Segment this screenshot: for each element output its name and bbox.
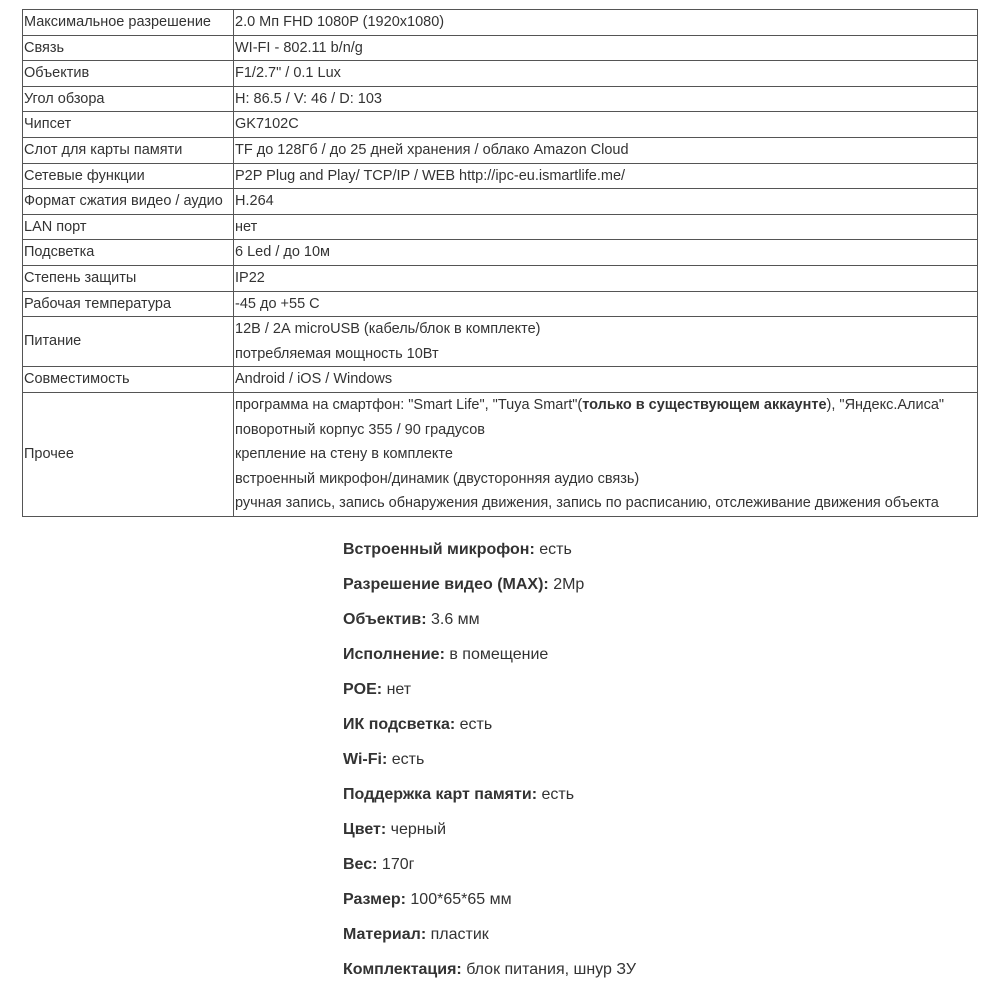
table-row [23,317,978,367]
feature-value: есть [537,786,575,803]
feature-value: 170г [377,856,415,873]
spec-label: LAN порт [23,214,234,240]
spec-value-line: P2P Plug and Play/ TCP/IP / WEB http://ipc-eu.ismartlife.me/ [235,167,626,184]
feature-item [343,677,983,712]
feature-key: Wi-Fi: [343,751,388,768]
table-row [23,163,978,189]
misc-app-text: программа на смартфон: "Smart Life", "Tuya Smart"( [235,396,583,413]
feature-item [343,852,983,887]
feature-item [343,712,983,747]
feature-item [343,537,983,572]
feature-key: Цвет: [343,821,387,838]
spec-label: Слот для карты памяти [23,137,234,163]
table-row [23,367,978,393]
spec-label: Сетевые функции [23,163,234,189]
spec-value-line: WI-FI - 802.11 b/n/g [235,39,363,56]
spec-value [234,86,978,112]
spec-value [234,367,978,393]
spec-value-line: встроенный микрофон/динамик (двусторонняя аудио связь) [235,470,640,487]
feature-value: нет [382,681,412,698]
table-row [23,189,978,215]
spec-value [234,189,978,215]
spec-value-line: 12В / 2А microUSB (кабель/блок в комплекте) [235,321,541,338]
spec-value-line: крепление на стену в комплекте [235,446,453,463]
feature-key: Встроенный микрофон: [343,541,535,558]
feature-value: в помещение [444,646,549,663]
feature-key: Вес: [343,856,378,873]
table-row [23,35,978,61]
spec-value-line: Android / iOS / Windows [235,371,393,388]
spec-label: Максимальное разрешение [23,10,234,36]
feature-key: Поддержка карт памяти: [343,786,538,803]
table-row [23,112,978,138]
spec-value-line: H.264 [235,193,274,210]
spec-label: Прочее [23,392,234,516]
feature-key: ИК подсветка: [343,716,456,733]
spec-value [234,137,978,163]
misc-app-note: только в существующем аккаунте [582,396,827,413]
feature-value: есть [534,541,572,558]
spec-label: Формат сжатия видео / аудио [23,189,234,215]
spec-value [234,240,978,266]
spec-value [234,10,978,36]
spec-value [234,35,978,61]
feature-value: блок питания, шнур ЗУ [461,961,636,978]
table-row [23,392,978,516]
spec-value-line: 6 Led / до 10м [235,244,331,261]
spec-value-line: GK7102C [235,116,299,133]
spec-value-line [235,393,977,418]
spec-value-line: нет [235,218,258,235]
feature-item [343,782,983,817]
spec-value-line: потребляемая мощность 10Вт [235,345,439,362]
feature-value: 3.6 мм [426,611,480,628]
spec-value [234,317,978,367]
spec-label: Степень защиты [23,265,234,291]
table-row [23,291,978,317]
spec-value [234,61,978,87]
spec-value-line: -45 до +55 С [235,295,320,312]
feature-value: 100*65*65 мм [405,891,512,908]
spec-label: Чипсет [23,112,234,138]
feature-key: Разрешение видео (MAX): [343,576,549,593]
feature-key: Комплектация: [343,961,462,978]
spec-value [234,392,978,516]
spec-label: Совместимость [23,367,234,393]
spec-label: Подсветка [23,240,234,266]
feature-item [343,922,983,957]
spec-label: Объектив [23,61,234,87]
table-row [23,10,978,36]
table-row [23,214,978,240]
spec-label: Связь [23,35,234,61]
feature-item [343,747,983,782]
spec-value [234,214,978,240]
feature-item [343,887,983,922]
spec-value-line: ручная запись, запись обнаружения движения, запись по расписанию, отслеживание движения объекта [235,495,939,512]
feature-value: есть [387,751,425,768]
feature-key: Материал: [343,926,427,943]
feature-item [343,642,983,677]
table-row [23,240,978,266]
feature-item [343,817,983,852]
table-row [23,137,978,163]
spec-value-line: F1/2.7" / 0.1 Lux [235,65,341,82]
feature-item [343,572,983,607]
spec-value [234,112,978,138]
spec-value-line: 2.0 Мп FHD 1080P (1920x1080) [235,14,445,30]
spec-value-line: H: 86.5 / V: 46 / D: 103 [235,90,382,107]
feature-value: есть [455,716,493,733]
misc-app-text-end: ), "Яндекс.Алиса" [826,396,945,413]
feature-value: 2Mp [548,576,585,593]
spec-label: Рабочая температура [23,291,234,317]
features-list [343,537,983,992]
feature-value: пластик [426,926,489,943]
spec-value [234,163,978,189]
spec-value-line: IP22 [235,269,265,286]
feature-key: Размер: [343,891,406,908]
spec-label: Угол обзора [23,86,234,112]
spec-value [234,265,978,291]
table-row [23,61,978,87]
spec-value-line: TF до 128Гб / до 25 дней хранения / облако Amazon Cloud [235,141,629,158]
feature-key: Объектив: [343,611,427,628]
spec-label: Питание [23,317,234,367]
feature-key: Исполнение: [343,646,445,663]
spec-value-line: поворотный корпус 355 / 90 градусов [235,421,485,438]
table-row [23,86,978,112]
feature-value: черный [386,821,447,838]
table-row [23,265,978,291]
feature-item [343,957,983,992]
spec-value [234,291,978,317]
feature-item [343,607,983,642]
spec-table [22,9,978,517]
feature-key: POE: [343,681,383,698]
